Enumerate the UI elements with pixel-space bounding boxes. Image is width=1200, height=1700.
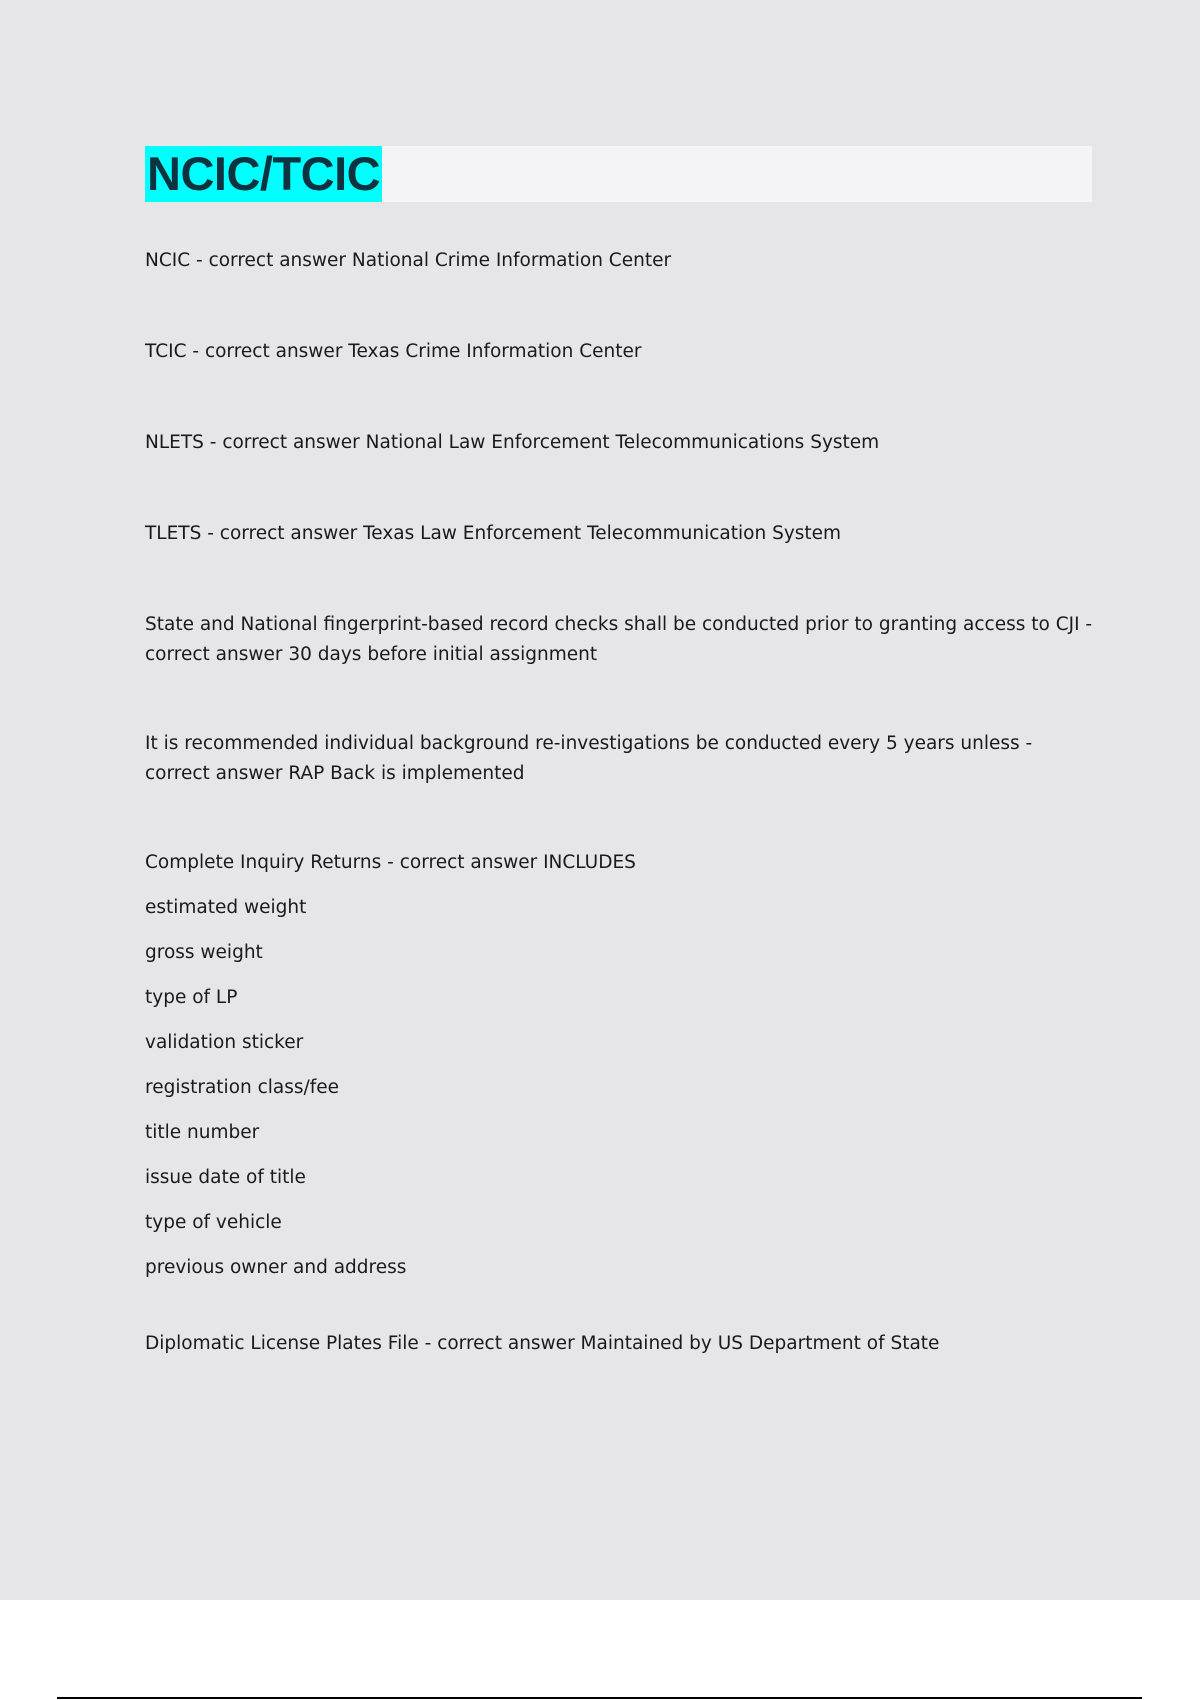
qa-entry-diplomatic-plates: Diplomatic License Plates File - correct answer Maintained by US Department of State bbox=[145, 1333, 940, 1354]
qa-entry-inquiry-returns: Complete Inquiry Returns - correct answer INCLUDES bbox=[145, 852, 636, 873]
list-item: registration class/fee bbox=[145, 1077, 340, 1098]
document-body bbox=[145, 246, 1095, 1420]
qa-entry-reinvestigations: It is recommended individual background re-investigations be conducted every 5 years unless - correct answer RAP Back is implemented bbox=[145, 733, 1033, 784]
list-item: issue date of title bbox=[145, 1167, 306, 1188]
qa-entry-ncic: NCIC - correct answer National Crime Information Center bbox=[145, 250, 672, 271]
list-item: title number bbox=[145, 1122, 260, 1143]
qa-entry-fingerprint-checks: State and National fingerprint-based record checks shall be conducted prior to granting access to CJI - correct answer 30 days before initial assignment bbox=[145, 614, 1093, 665]
qa-entry-tcic: TCIC - correct answer Texas Crime Information Center bbox=[145, 341, 642, 362]
inquiry-returns-block bbox=[145, 848, 1095, 1283]
footer-divider bbox=[57, 1697, 1142, 1699]
qa-entry-nlets: NLETS - correct answer National Law Enforcement Telecommunications System bbox=[145, 432, 880, 453]
list-item: previous owner and address bbox=[145, 1257, 407, 1278]
qa-entry-tlets: TLETS - correct answer Texas Law Enforcement Telecommunication System bbox=[145, 523, 842, 544]
title-bar bbox=[145, 146, 1092, 202]
page-title: NCIC/TCIC bbox=[147, 147, 381, 200]
list-item: validation sticker bbox=[145, 1032, 304, 1053]
list-item: type of vehicle bbox=[145, 1212, 282, 1233]
list-item: estimated weight bbox=[145, 897, 307, 918]
list-item: type of LP bbox=[145, 987, 238, 1008]
list-item: gross weight bbox=[145, 942, 263, 963]
